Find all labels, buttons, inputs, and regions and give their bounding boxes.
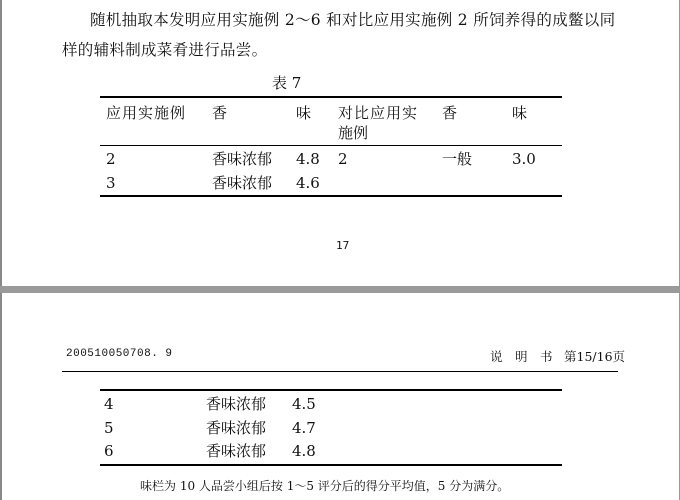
header-comparative-taste: 味 [512, 104, 528, 122]
header-example: 应用实施例 [106, 104, 187, 122]
header-comparative-example-line2: 施例 [338, 124, 369, 142]
table-footnote: 味栏为 10 人品尝小组后按 1～5 评分后的得分平均值，5 分为满分。 [140, 479, 510, 493]
cell-example: 5 [104, 419, 114, 437]
table-bottom-rule [100, 195, 562, 197]
table-top-rule [100, 96, 562, 98]
cell-example: 2 [106, 150, 116, 168]
cell-aroma: 香味浓郁 [212, 174, 273, 192]
table-bottom-rule [100, 464, 562, 466]
header-taste: 味 [296, 104, 312, 122]
page-border-left [0, 0, 2, 286]
page-info: 第15/16页 [564, 349, 626, 364]
page-separator [0, 286, 680, 293]
document-page-2 [0, 293, 680, 500]
cell-score: 4.5 [292, 395, 316, 413]
paragraph-line-1: 随机抽取本发明应用实施例 2～6 和对比应用实施例 2 所饲养得的成鳖以同 [90, 11, 616, 29]
cell-aroma: 香味浓郁 [206, 395, 267, 413]
cell-score: 4.6 [296, 174, 320, 192]
cell-score: 4.8 [296, 150, 320, 168]
header-aroma: 香 [212, 104, 228, 122]
document-type-label: 说 明 书 [490, 349, 553, 364]
cell-comparative-example: 2 [338, 150, 348, 168]
cell-example: 6 [104, 442, 114, 460]
table-title: 表 7 [272, 74, 302, 92]
paragraph-line-2: 样的辅料制成菜肴进行品尝。 [62, 41, 268, 59]
cell-aroma: 香味浓郁 [212, 150, 273, 168]
cell-score: 4.7 [292, 419, 316, 437]
table-continuation-top-rule [100, 389, 562, 391]
cell-comparative-score: 3.0 [512, 150, 536, 168]
header-comparative-aroma: 香 [442, 104, 458, 122]
cell-aroma: 香味浓郁 [206, 442, 267, 460]
cell-aroma: 香味浓郁 [206, 419, 267, 437]
cell-example: 4 [104, 395, 114, 413]
table-header-rule [100, 145, 562, 146]
page-number: 17 [336, 239, 350, 252]
header-rule [62, 371, 618, 372]
cell-score: 4.8 [292, 442, 316, 460]
cell-example: 3 [106, 174, 116, 192]
cell-comparative-aroma: 一般 [442, 150, 473, 168]
document-number: 200510050708. 9 [66, 348, 173, 360]
page-border-left [0, 293, 2, 500]
header-comparative-example: 对比应用实 [338, 104, 419, 122]
